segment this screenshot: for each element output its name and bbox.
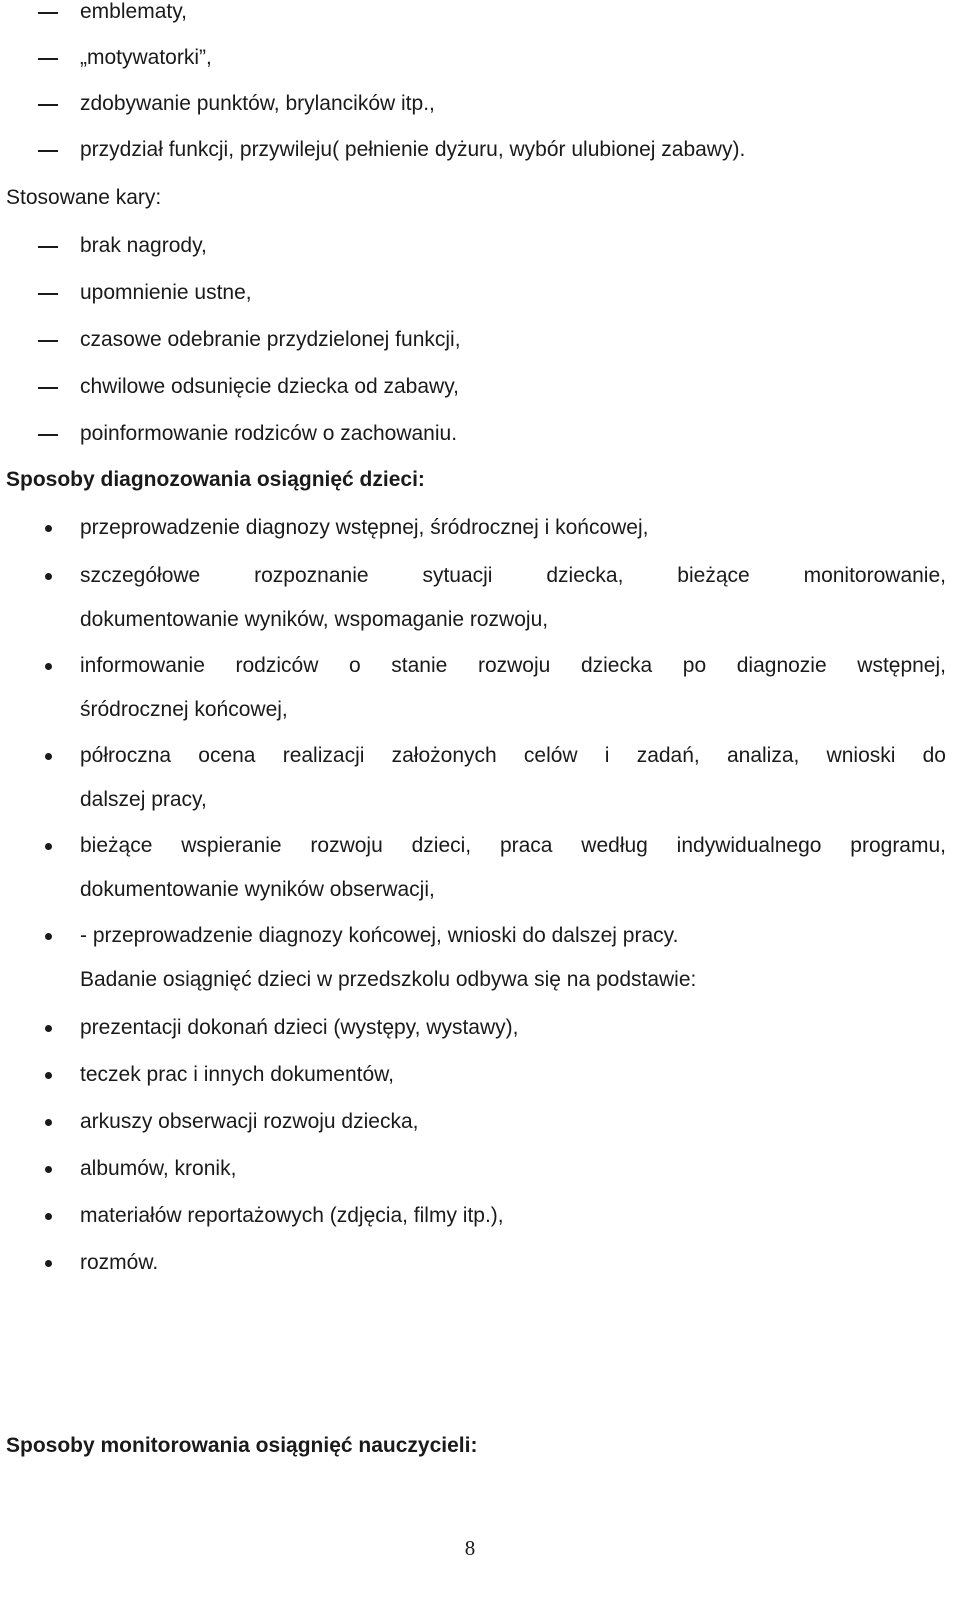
dash-bullet-icon xyxy=(22,365,62,409)
list-item xyxy=(0,506,960,550)
list-item-text: czasowe odebranie przydzielonej funkcji, xyxy=(80,328,461,351)
list-item-text-continued: śródrocznej końcowej, xyxy=(80,698,288,721)
list-item-text: szczegółowe rozpoznanie sytuacji dziecka, bieżące monitorowanie, xyxy=(80,564,946,587)
assessment-list xyxy=(0,1006,960,1285)
bullet-dot-icon xyxy=(22,1006,62,1050)
diagnosis-section xyxy=(0,458,960,958)
bullet-dot-icon xyxy=(22,914,62,958)
list-item-text: - przeprowadzenie diagnozy końcowej, wnioski do dalszej pracy. xyxy=(80,924,679,947)
punishments-list xyxy=(0,224,960,456)
bullet-dot-icon xyxy=(22,1053,62,1097)
list-item-text: emblematy, xyxy=(80,0,187,23)
list-item xyxy=(0,1147,960,1191)
dash-bullet-icon xyxy=(22,82,62,126)
list-item xyxy=(0,1100,960,1144)
dash-bullet-icon xyxy=(22,128,62,172)
bullet-dot-icon xyxy=(22,1241,62,1285)
list-item-text: rozmów. xyxy=(80,1251,159,1274)
list-item xyxy=(0,0,960,34)
dash-bullet-icon xyxy=(22,412,62,456)
list-item xyxy=(0,318,960,362)
bullet-dot-icon xyxy=(22,506,62,550)
bullet-dot-icon xyxy=(22,554,62,598)
list-item xyxy=(0,128,960,172)
section-heading: Sposoby diagnozowania osiągnięć dzieci: xyxy=(6,468,425,491)
assessment-section xyxy=(0,958,960,1285)
list-item-text: „motywatorki”, xyxy=(80,46,212,69)
list-item-text: przeprowadzenie diagnozy wstępnej, śródrocznej i końcowej, xyxy=(80,516,649,539)
list-item-text: teczek prac i innych dokumentów, xyxy=(80,1063,394,1086)
list-item xyxy=(0,412,960,456)
rewards-list xyxy=(0,0,960,172)
list-item xyxy=(0,734,960,822)
list-item-text: zdobywanie punktów, brylancików itp., xyxy=(80,92,435,115)
bullet-dot-icon xyxy=(22,1194,62,1238)
list-item xyxy=(0,1053,960,1097)
dash-bullet-icon xyxy=(22,271,62,315)
page-number: 8 xyxy=(464,1536,476,1560)
assessment-intro: Badanie osiągnięć dzieci w przedszkolu odbywa się na podstawie: xyxy=(80,968,697,991)
list-item-text: półroczna ocena realizacji założonych celów i zadań, analiza, wnioski do xyxy=(80,744,946,767)
list-item xyxy=(0,271,960,315)
list-item xyxy=(0,36,960,80)
list-item xyxy=(0,365,960,409)
list-item xyxy=(0,82,960,126)
list-item xyxy=(0,644,960,732)
bullet-dot-icon xyxy=(22,1100,62,1144)
list-item xyxy=(0,1241,960,1285)
list-item xyxy=(0,824,960,912)
list-item xyxy=(0,224,960,268)
dash-bullet-icon xyxy=(22,36,62,80)
dash-bullet-icon xyxy=(22,318,62,362)
list-item-text: poinformowanie rodziców o zachowaniu. xyxy=(80,422,458,445)
list-item-text: przydział funkcji, przywileju( pełnienie dyżuru, wybór ulubionej zabawy). xyxy=(80,138,746,161)
list-item-text: upomnienie ustne, xyxy=(80,281,252,304)
list-item xyxy=(0,1194,960,1238)
punishments-section xyxy=(0,176,960,456)
section-heading: Sposoby monitorowania osiągnięć nauczycieli: xyxy=(6,1434,478,1457)
list-item-text-continued: dokumentowanie wyników obserwacji, xyxy=(80,878,435,901)
list-item-text: brak nagrody, xyxy=(80,234,207,257)
bullet-dot-icon xyxy=(22,1147,62,1191)
bullet-dot-icon xyxy=(22,824,62,868)
bullet-dot-icon xyxy=(22,734,62,778)
dash-bullet-icon xyxy=(22,224,62,268)
section-heading: Stosowane kary: xyxy=(6,186,162,209)
list-item xyxy=(0,1006,960,1050)
list-item-text: bieżące wspieranie rozwoju dzieci, praca według indywidualnego programu, xyxy=(80,834,946,857)
list-item-text: informowanie rodziców o stanie rozwoju dziecka po diagnozie wstępnej, xyxy=(80,654,946,677)
list-item xyxy=(0,554,960,642)
list-item-text: arkuszy obserwacji rozwoju dziecka, xyxy=(80,1110,419,1133)
list-item-text: chwilowe odsunięcie dziecka od zabawy, xyxy=(80,375,459,398)
list-item-text: materiałów reportażowych (zdjęcia, filmy itp.), xyxy=(80,1204,504,1227)
list-item-text-continued: dokumentowanie wyników, wspomaganie rozwoju, xyxy=(80,608,549,631)
list-item xyxy=(0,914,960,958)
dash-bullet-icon xyxy=(22,0,62,34)
list-item-text: albumów, kronik, xyxy=(80,1157,237,1180)
bullet-dot-icon xyxy=(22,644,62,688)
list-item-text-continued: dalszej pracy, xyxy=(80,788,207,811)
diagnosis-list xyxy=(0,506,960,958)
list-item-text: prezentacji dokonań dzieci (występy, wystawy), xyxy=(80,1016,519,1039)
